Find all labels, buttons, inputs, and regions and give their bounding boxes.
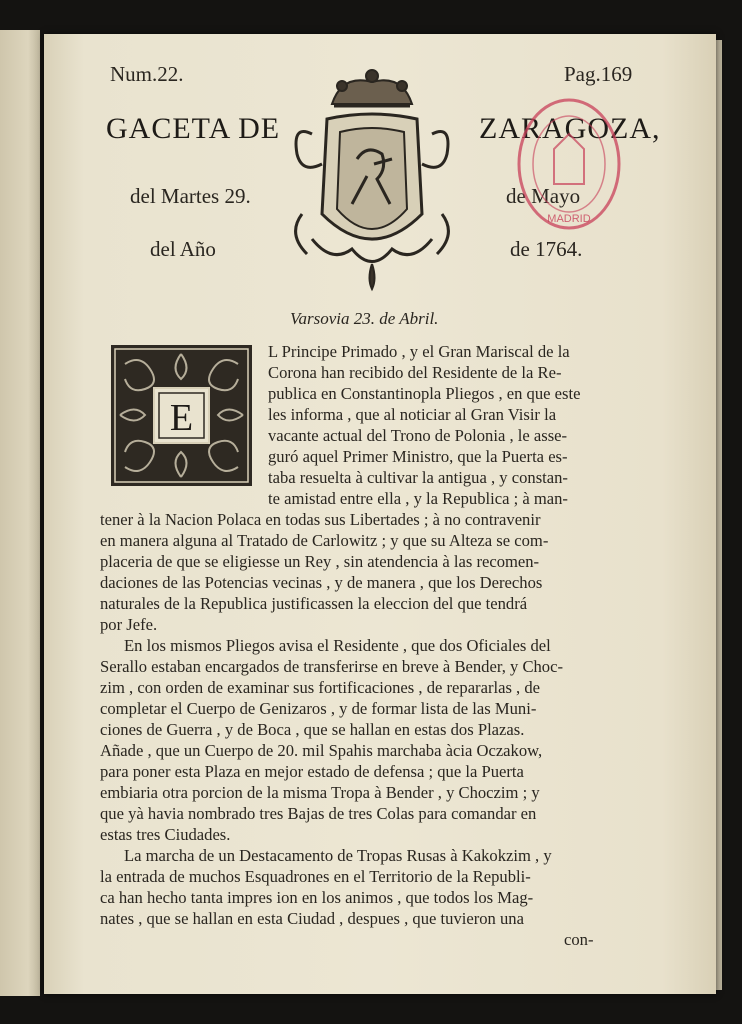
catchword: con- [564, 930, 594, 949]
text-line: daciones de las Potencias vecinas , y de manera , que los Derechos [100, 573, 543, 592]
issue-number: Num.22. [110, 62, 184, 86]
title-left: GACETA DE [106, 112, 281, 145]
next-page-edge [716, 40, 722, 990]
text-line: tener à la Nacion Polaca en todas sus Libertades ; à no contravenir [100, 510, 541, 529]
year-label: del Año [150, 237, 216, 261]
title-right: ZARAGOZA, [479, 112, 661, 145]
text-line: por Jefe. [100, 615, 158, 634]
text-line: estas tres Ciudades. [100, 825, 231, 844]
text-line: completar el Cuerpo de Genizaros , y de formar lista de las Muni- [100, 699, 537, 718]
text-line: vacante actual del Trono de Polonia , le asse- [268, 426, 568, 445]
text-line: L Principe Primado , y el Gran Mariscal de la [268, 342, 570, 361]
coat-of-arms-icon [272, 64, 472, 294]
previous-page-edge [0, 30, 40, 996]
text-line: en manera alguna al Tratado de Carlowitz ; y que su Alteza se com- [100, 531, 549, 550]
text-line: naturales de la Republica justificassen la eleccion del que tendrá [100, 594, 528, 613]
page-number: Pag.169 [564, 62, 633, 86]
text-line: publica en Constantinopla Pliegos , en que este [268, 384, 581, 403]
text-line: zim , con orden de examinar sus fortificaciones , de repararlas , de [100, 678, 541, 697]
text-line: guró aquel Primer Ministro, que la Puerta es- [268, 447, 568, 466]
text-line: embiaria otra porcion de la misma Tropa à Bender , y Choczim ; y [100, 783, 540, 802]
text-line: Añade , que un Cuerpo de 20. mil Spahis marchaba àcia Oczakow, [100, 741, 543, 760]
initial-letter: E [169, 397, 194, 439]
year-value: de 1764. [510, 237, 583, 261]
text-line: Corona han recibido del Residente de la Re- [268, 363, 562, 382]
date-month: de Mayo [506, 184, 581, 208]
text-line: En los mismos Pliegos avisa el Residente , que dos Oficiales del [124, 636, 551, 655]
text-line: la entrada de muchos Esquadrones en el Territorio de la Republi- [100, 867, 531, 886]
text-line: para poner esta Plaza en mejor estado de defensa ; que la Puerta [100, 762, 524, 781]
ornament-frame-icon [110, 344, 253, 487]
text-line: Serallo estaban encargados de transferirse en breve à Bender, y Choc- [100, 657, 563, 676]
text-line: taba resuelta à cultivar la antigua , y constan- [268, 468, 568, 487]
text-line: nates , que se hallan en esta Ciudad , despues , que tuvieron una [100, 909, 524, 928]
dateline: Varsovia 23. de Abril. [290, 309, 439, 328]
library-stamp-icon [514, 94, 624, 234]
text-line: te amistad entre ella , y la Republica ; à man- [268, 489, 568, 508]
stamp-text-bottom: MADRID [547, 213, 591, 225]
text-line: La marcha de un Destacamento de Tropas Rusas à Kakokzim , y [124, 846, 552, 865]
date-day: del Martes 29. [130, 184, 251, 208]
decorated-initial [110, 344, 253, 487]
text-line: que yà havia nombrado tres Bajas de tres Colas para comandar en [100, 804, 537, 823]
text-line: les informa , que al noticiar al Gran Visir la [268, 405, 557, 424]
text-line: ca han hecho tanta impres ion en los animos , que todos los Mag- [100, 888, 534, 907]
newspaper-page [44, 34, 716, 994]
text-line: ciones de Guerra , y de Boca , que se hallan en estas dos Plazas. [100, 720, 525, 739]
text-line: placeria de que se eligiesse un Rey , sin atendencia à las recomen- [100, 552, 540, 571]
